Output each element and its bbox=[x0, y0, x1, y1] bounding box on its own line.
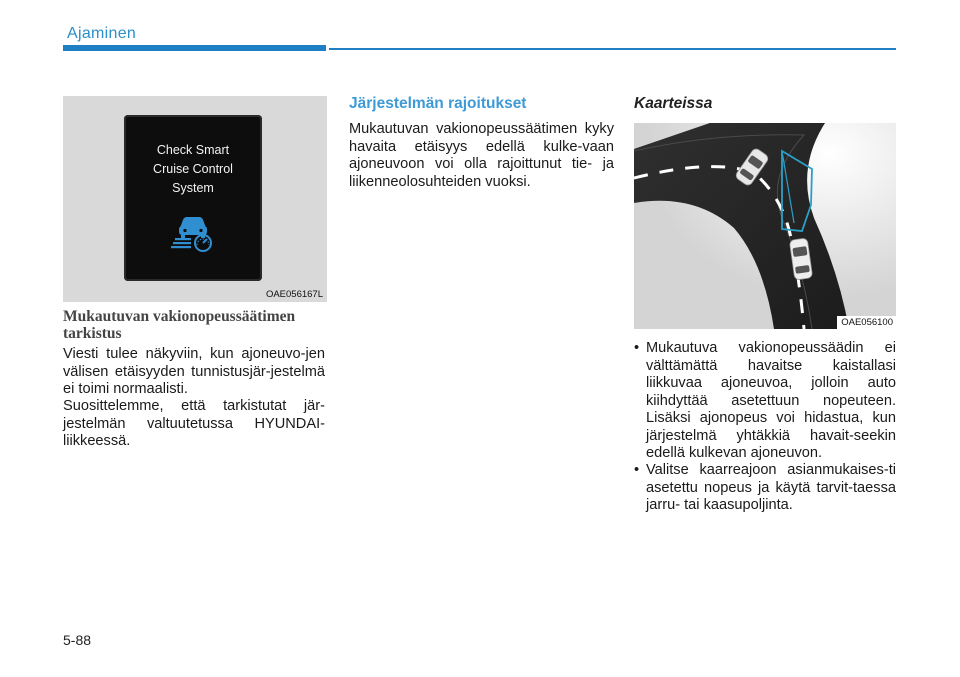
screen-line-system: System bbox=[172, 181, 214, 195]
curve-road-illustration-svg bbox=[634, 123, 896, 329]
body-paragraph: Viesti tulee näkyviin, kun ajoneuvo-jen välisen etäisyyden tunnistusjär-jestelmä ei toimi normaalisti. bbox=[63, 346, 325, 397]
bullet-mark: • bbox=[634, 462, 640, 478]
section-heading: Järjestelmän rajoitukset bbox=[349, 95, 527, 112]
bullet-text: Mukautuva vakionopeussäädin ei välttämättä havaitse kaistallasi liikkuvaa ajoneuvoa, jolloin auto kiihdyttää asetettuun nopeuteen. Lisäksi ajonopeus voi hidastua, kun järjestelmä yhtäkkiä havait-seekin edellä kulkevan ajoneuvon. bbox=[646, 340, 896, 461]
bullet-text: Valitse kaarreajoon asianmukaises-ti asetettu nopeus ja käytä tarvit-taessa jarru- tai kaasupoljinta. bbox=[646, 462, 896, 513]
figure-code: OAE056167L bbox=[265, 289, 323, 300]
curve-road-illustration bbox=[634, 123, 896, 329]
bullet-item bbox=[634, 462, 896, 515]
header-rule-thick bbox=[63, 45, 326, 51]
figure-code: OAE056100 bbox=[837, 316, 896, 329]
body-paragraph: Suosittelemme, että tarkistutat jär-jestelmän valtuutetussa HYUNDAI-liikkeessä. bbox=[63, 398, 325, 449]
cluster-figure bbox=[63, 96, 327, 302]
screen-line-check-smart: Check Smart bbox=[156, 143, 230, 157]
section-title: Ajaminen bbox=[67, 25, 137, 42]
body-paragraph: Mukautuvan vakionopeussäätimen kyky havaita etäisyys edellä kulke-vaan ajoneuvoon voi olla rajoittunut tie- ja liikenneolosuhteiden vuoksi. bbox=[349, 121, 614, 190]
section-heading: Mukautuvan vakionopeussäätimen tarkistus bbox=[63, 308, 296, 342]
cluster-screen bbox=[124, 115, 262, 281]
smart-cruise-warning-icon bbox=[171, 212, 217, 252]
screen-line-cruise-control: Cruise Control bbox=[153, 162, 233, 176]
bullet-mark: • bbox=[634, 340, 640, 356]
header-rule-thin bbox=[329, 48, 896, 50]
bullet-item bbox=[634, 340, 896, 463]
subsection-heading: Kaarteissa bbox=[634, 95, 713, 112]
page-number: 5-88 bbox=[63, 632, 92, 648]
